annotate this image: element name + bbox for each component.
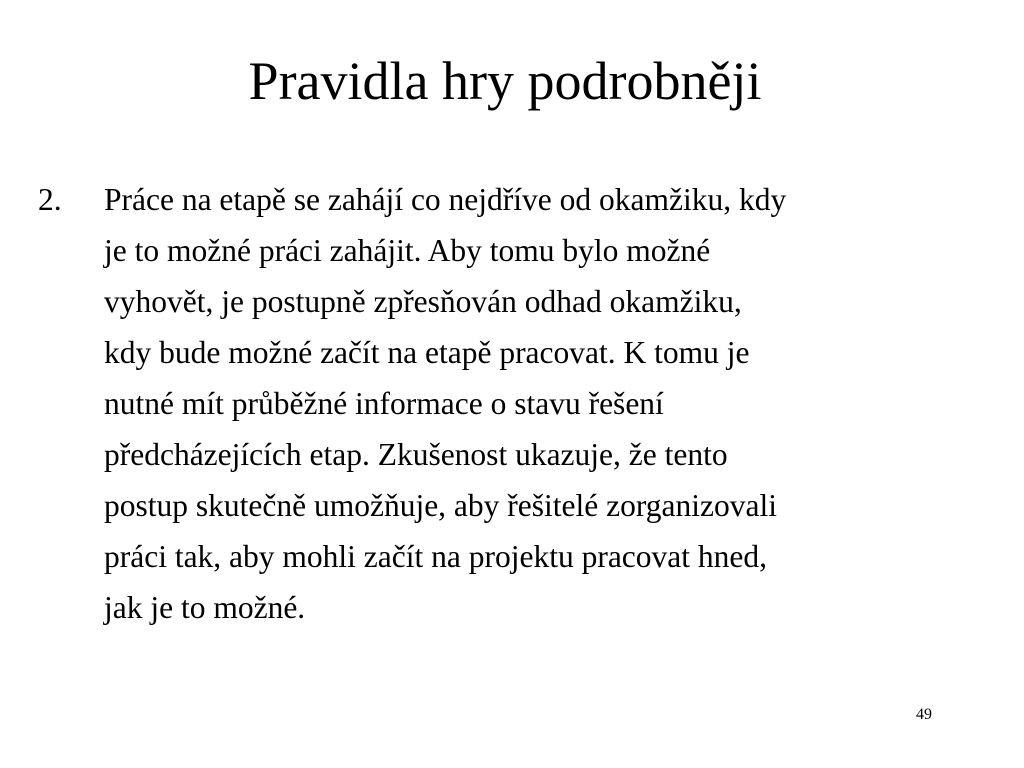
slide-title: Pravidla hry podrobněji [248,51,762,111]
numbered-item [38,174,978,633]
item-number: 2. [38,182,62,217]
page-number: 49 [916,706,932,723]
item-text: Práce na etapě se zahájí co nejdříve od okamžiku, kdy je to možné práci zahájit. Aby tomu bylo možné vyhovět, je postupně zpřesňován odhad okamžiku, kdy bude možné začít na etapě pracovat. K tomu je nutné mít průběžné informace o stavu řešení předcházejících etap. Zkušenost ukazuje, že tento postup skutečně umožňuje, aby řešitelé zorganizovali práci tak, aby mohli začít na projektu pracovat hned, jak je to možné. [104,182,787,625]
